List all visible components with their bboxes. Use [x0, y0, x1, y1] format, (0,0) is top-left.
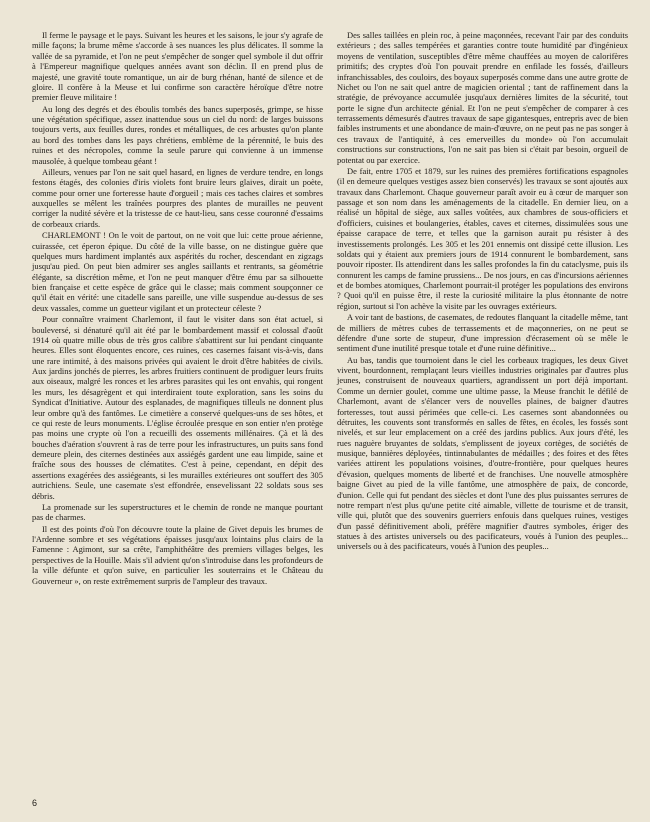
- paragraph: De fait, entre 1705 et 1879, sur les ruines des premières fortifications espagnoles (il en demeure quelques vestiges assez bien conservés) les travaux se sont ajoutés aux travaux dans Charlemont. Chaque gouverneur paraît avoir eu à cœur de marquer son passage et son nom dans les aménagements de la citadelle. En dernier lieu, on a réalisé un hôpital de siège, aux salles voûtées, aux chambres de sous-officiers et d'officiers, cuisines et boulangeries, étables, caves et citernes, dissimulées sous une épaisse carapace de terre, et telles que la garnison aurait pu résister à des investissements prolongés. Les 305 et les 201 ennemis ont dissipé cette illusion. Les soldats qui y étaient aux premiers jours de 1914 connurent le bombardement, sans pouvoir riposter. Ils attendirent dans les salles profondes la fin du cataclysme, puis ils connurent les camps de famine prussiens... De nos jours, en cas d'incursions aériennes et de bombes atomiques, Charlemont pourrait-il protéger les populations des environs ? Quoi qu'il en puisse être, il reste la curiosité militaire la plus étonnante de notre région, surtout si l'on achève la visite par les ouvrages extérieurs.: [337, 165, 628, 311]
- right-column: [337, 30, 628, 587]
- left-column: [32, 30, 323, 587]
- paragraph: La promenade sur les superstructures et le chemin de ronde ne manque pourtant pas de charmes.: [32, 501, 323, 523]
- paragraph: A voir tant de bastions, de casemates, de redoutes flanquant la citadelle même, tant de milliers de mètres cubes de terrassements et de maçonneries, on ne peut se défendre d'une sorte de stupeur, d'une impression d'écrasement où se mêle le sentiment d'une inutilité presque totale et d'une ruine définitive...: [337, 312, 628, 354]
- paragraph: Au bas, tandis que tournoient dans le ciel les corbeaux tragiques, les deux Givet vivent, bourdonnent, remplaçant leurs vieilles industries originales par d'autres plus jeunes, construisent de nouveaux quartiers, agrandissent un port déjà important. Comme un dernier goulet, comme une ultime passe, la Meuse franchit le défilé de Charlemont, avant de s'élancer vers de nouvelles plaines, de baigner d'autres forteresses, tout aussi périmées que celle-ci. Les casernes sont abandonnées ou détruites, les couvents sont transformés en salles de fêtes, en écoles, les fossés sont nivelés, et sur leur emplacement on a créé des jardins publics. Aux jours d'été, les rues naguère bruyantes de soldats, s'emplissent de joyeux cortèges, de sociétés de musique, bannières déployées, tintinnabulantes de médailles ; des foires et des fêtes variées attirent les populations voisines, d'outre-frontière, pour quelques heures d'évasion, quelques moments de liberté et de franchises. Une nouvelle atmosphère baigne Givet au pied de la ville fantôme, une atmosphère de paix, de concorde, d'union. Celle qui fut pendant des siècles et dont l'une des plus puissantes serrures de notre rempart n'est plus qu'une petite cité aimable, villette de tourisme et de transit, ville qui, plutôt que des souvenirs guerriers enfouis dans quelques ruines, vestiges d'un passé définitivement aboli, préfère magnifier d'autres symboles, ériger des statues à des artistes universels ou des pacificateurs, voués à l'union des peuples... universels ou à des pacificateurs, voués à l'union des peuples...: [337, 354, 628, 552]
- page-number: 6: [32, 798, 38, 808]
- paragraph: Pour connaître vraiment Charlemont, il faut le visiter dans son état actuel, si bouleversé, si dénaturé qu'il ait été par le bombardement massif et colossal d'août 1914 où quatre mille obus de très gros calibre s'abattirent sur lui pendant cinquante heures. Elles sont éloquentes encore, ces ruines, ces casernes faisant vis-à-vis, dans une rare intimité, à des maisons privées qui avaient le droit d'être habitées de civils. Aux jardins jonchés de pierres, les arbres fruitiers continuent de prodiguer leurs fruits aux oiseaux, malgré les ronces et les arbres parasites qui les ont envahis, qui rongent les murs, les désagrègent et qui interdiraient toute exploration, sans les soins du Syndicat d'Initiative. Autour des esplanades, de magnifiques tilleuls ne donnent plus leur ombre qu'à des fantômes. Le cimetière a conservé quelques-uns de ses hôtes, et ce qui reste de leurs monuments. L'église écroulée presque en son entier n'en protège pas moins une crypte où l'on a recueilli des ossements millénaires. Çà et là des bouches d'aération s'ouvrent à ras de terre pour les infrastructures, un puits sans fond demeure plein, des citernes destinées aux assiégés gardent une eau limpide, saine et fraîche sous des housses de clématites. C'est à peine, cependant, en dépit des assertions exagérées des assiégeants, si les murailles extérieures ont souffert des 305 autrichiens. Seule, une casemate s'est effondrée, ensevelissant 22 soldats sous ses débris.: [32, 314, 323, 501]
- paragraph: Il est des points d'où l'on découvre toute la plaine de Givet depuis les brumes de l'Ardenne sombre et ses végétations épaisses jusqu'aux lointains plus clairs de la Famenne : Agimont, sur sa crête, l'amphithéâtre des premiers villages belges, les perspectives de la Houille. Mais s'il advient qu'on s'introduise dans les profondeurs de la ville défunte et qu'on suive, en particulier les souterrains et le Château du Gouverneur », on reste extrêmement surpris de l'ampleur des travaux.: [32, 523, 323, 586]
- paragraph: Ailleurs, venues par l'on ne sait quel hasard, en lignes de verdure tendre, en longs festons étagés, des colonies d'iris violets font bruire leurs glaives, dirait un poète, comme pour orner une forteresse haute d'orgueil ; mais ces taches claires et sombres auxquelles se mêlent les traînées pourpres des plantes de murailles ne peuvent corriger la nudité sévère et la tristesse de ce haut-lieu, sans cesse couronné d'essaims de corbeaux criards.: [32, 166, 323, 229]
- paragraph: Des salles taillées en plein roc, à peine maçonnées, recevant l'air par des conduits extérieurs ; des salles tempérées et garanties contre toute humidité par d'ingénieux moyens de ventilation, susceptibles d'être même chauffées au moyen de calorifères primitifs; des cryptes d'où l'on pouvait prendre en enfilade les fossés, d'ailleurs infranchissables, des couloirs, des boyaux superposés comme dans une autre grotte de Nichet ou l'on ne sait quel antre de magicien oriental ; tant de raffinement dans la stratégie, de prévoyance accumulée jusqu'aux dernières limites de la sécurité, tout porte le signe d'un architecte génial. Et l'on ne peut s'empêcher de comparer à ces terrassements démesurés d'autres travaux de sape gigantesques, entrepris avec de bien faibles instruments et une abondance de main-d'œuvre, on ne peut pas ne pas songer à ces travaux de l'antiquité, à ces emerveilles du monde» où l'on accumulait constructions sur constructions, l'on ne sait pas bien si c'était par besoin, orgueil de potentat ou par exercice.: [337, 30, 628, 165]
- paragraph: CHARLEMONT ! On le voit de partout, on ne voit que lui: cette proue aérienne, cuirassée, cet éperon épique. Du côté de la ville basse, on ne distingue guère que quelques murs hardiment implantés aux aspérités du rocher, descendant en zigzags jusqu'au pied. On peut bien admirer ses angles saillants et rentrants, sa géométrie élégante, sa discrétion même, et l'on ne peut manquer d'être ému par sa silhouette bien française et cette espèce de grâce qui le classe; mais comment soupçonner ce qu'il était en vérité: une citadelle sans pareille, une ville suspendue au-dessus de ses deux vassales, comme un guetteur vigilant et un protecteur céleste ?: [32, 230, 323, 313]
- text-columns: [32, 30, 628, 587]
- paragraph: Au long des degrés et des éboulis tombés des bancs superposés, grimpe, se hisse une végétation spécifique, assez inattendue sous un ciel du nord: de larges buissons toujours verts, aux feuilles dures, rondes et métalliques, de ces arbustes qu'on plante au bord des tombes dans les pays chrétiens, emblème de la pérennité, le buis des ruines et des nécropoles, comme la seule parure qui convienne à un immense mausolée, à quelque tombeau géant !: [32, 103, 323, 166]
- paragraph: Il ferme le paysage et le pays. Suivant les heures et les saisons, le jour s'y agrafe de mille façons; la brume même s'accorde à ses nuances les plus délicates. Il somme la vallée de sa pyramide, et l'on ne peut s'empêcher de songer quel symbole il dut offrir à l'Empereur magnifique quelques années avant son déclin. Il en prend plus de majesté, une gravité toute romantique, un air de burg rhénan, hanté de silence et de gloire. Il confère à la Meuse et lui confirme son caractère héroïque d'être notre premier fleuve militaire !: [32, 30, 323, 103]
